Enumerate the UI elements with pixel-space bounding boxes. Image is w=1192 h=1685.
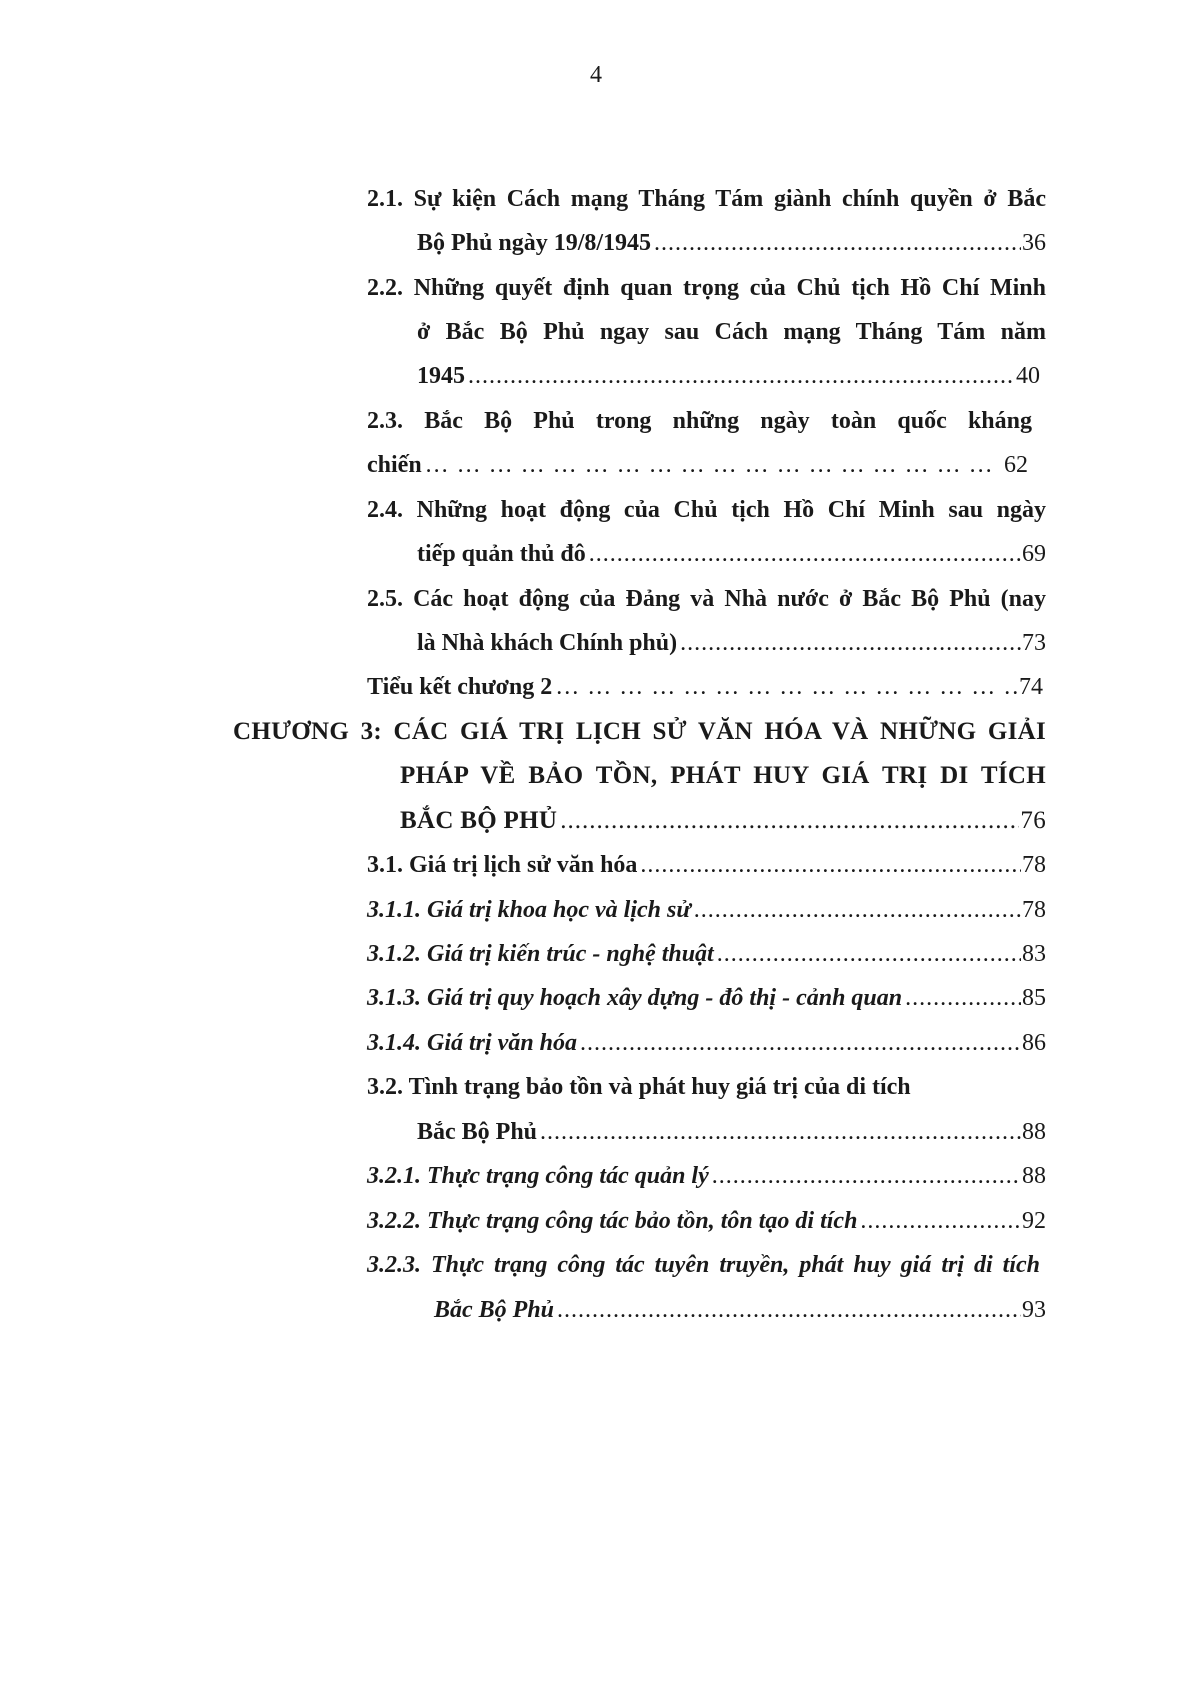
toc-entry-title: 3.1.3. Giá trị quy hoạch xây dựng - đô thị - cảnh quan (367, 985, 903, 1011)
toc-entry-title: Bắc Bộ Phủ (417, 1119, 538, 1145)
toc-entry-2-5-line-2[interactable] (417, 626, 1046, 660)
dot-leader (717, 937, 1021, 971)
ellipsis-leader (425, 448, 1003, 482)
toc-entry-title: BẮC BỘ PHỦ (400, 807, 558, 834)
toc-page-number: 88 (1022, 1119, 1046, 1145)
toc-entry-title: 3.1.1. Giá trị khoa học và lịch sử (367, 897, 691, 923)
dot-leader (560, 804, 1019, 838)
toc-entry-2-4-line-2[interactable] (417, 537, 1046, 571)
dot-leader (694, 893, 1021, 927)
toc-entry-2-2-line-2: ở Bắc Bộ Phủ ngay sau Cách mạng Tháng Tám năm (417, 319, 1046, 345)
toc-entry-title: 1945 (417, 363, 465, 389)
toc-chapter-3-line-1: CHƯƠNG 3: CÁC GIÁ TRỊ LỊCH SỬ VĂN HÓA VÀ NHỮNG GIẢI (233, 718, 1046, 745)
dot-leader (468, 359, 1015, 393)
toc-page-number: 93 (1022, 1297, 1046, 1323)
toc-page-number: 74 (1019, 674, 1043, 700)
toc-page-number: 36 (1022, 230, 1046, 256)
toc-page-number: 73 (1022, 630, 1046, 656)
ellipsis-leader (555, 670, 1018, 704)
toc-entry-title: chiến (367, 452, 422, 478)
toc-entry-3-2-3-line-1: 3.2.3. Thực trạng công tác tuyên truyền, phát huy giá trị di tích (367, 1252, 1040, 1278)
toc-entry-2-2-line-1: 2.2. Những quyết định quan trọng của Chủ tịch Hồ Chí Minh (367, 275, 1046, 301)
toc-entry-title: Tiểu kết chương 2 (367, 674, 553, 700)
dot-leader (580, 1026, 1021, 1060)
dot-leader (680, 626, 1021, 660)
toc-entry-3-2-2[interactable] (367, 1204, 1046, 1238)
toc-entry-2-4-line-1: 2.4. Những hoạt động của Chủ tịch Hồ Chí Minh sau ngày (367, 497, 1046, 523)
toc-page-number: 86 (1022, 1030, 1046, 1056)
dot-leader (557, 1293, 1021, 1327)
dot-leader (905, 981, 1021, 1015)
toc-entry-2-2-line-3[interactable] (417, 359, 1040, 393)
toc-entry-summary-chapter-2[interactable] (367, 670, 1043, 704)
toc-entry-2-1-line-2[interactable] (417, 226, 1046, 260)
toc-page-number: 40 (1016, 363, 1040, 389)
toc-entry-2-3-line-2[interactable] (367, 448, 1028, 482)
toc-entry-title: 3.2.2. Thực trạng công tác bảo tồn, tôn tạo di tích (367, 1208, 858, 1234)
toc-entry-3-2-1[interactable] (367, 1159, 1046, 1193)
toc-entry-3-1-2[interactable] (367, 937, 1046, 971)
dot-leader (640, 848, 1021, 882)
toc-chapter-3-line-2: PHÁP VỀ BẢO TỒN, PHÁT HUY GIÁ TRỊ DI TÍCH (400, 762, 1046, 789)
toc-page-number: 78 (1022, 852, 1046, 878)
toc-chapter-3-line-3[interactable] (400, 804, 1046, 838)
toc-entry-2-1-line-1: 2.1. Sự kiện Cách mạng Tháng Tám giành chính quyền ở Bắc (367, 186, 1046, 212)
toc-page-number: 88 (1022, 1163, 1046, 1189)
toc-entry-title: tiếp quản thủ đô (417, 541, 586, 567)
dot-leader (654, 226, 1021, 260)
toc-entry-3-2-line-2[interactable] (417, 1115, 1046, 1149)
toc-entry-2-5-line-1: 2.5. Các hoạt động của Đảng và Nhà nước ở Bắc Bộ Phủ (nay (367, 586, 1046, 612)
toc-page-number: 83 (1022, 941, 1046, 967)
toc-entry-title: Bắc Bộ Phủ (434, 1297, 555, 1323)
toc-entry-title: 3.1. Giá trị lịch sử văn hóa (367, 852, 638, 878)
toc-entry-title: là Nhà khách Chính phủ) (417, 630, 678, 656)
toc-entry-3-1-4[interactable] (367, 1026, 1046, 1060)
toc-page-number: 62 (1004, 452, 1028, 478)
toc-entry-3-1[interactable] (367, 848, 1046, 882)
toc-entry-3-1-3[interactable] (367, 981, 1046, 1015)
toc-entry-3-2-line-1: 3.2. Tình trạng bảo tồn và phát huy giá trị của di tích (367, 1074, 911, 1100)
toc-entry-title: Bộ Phủ ngày 19/8/1945 (417, 230, 652, 256)
toc-entry-2-3-line-1: 2.3. Bắc Bộ Phủ trong những ngày toàn quốc kháng (367, 408, 1032, 434)
page-number: 4 (590, 62, 602, 88)
toc-entry-3-1-1[interactable] (367, 893, 1046, 927)
toc-entry-3-2-3-line-2[interactable] (434, 1293, 1046, 1327)
toc-page-number: 85 (1022, 985, 1046, 1011)
toc-page-number: 69 (1022, 541, 1046, 567)
toc-entry-title: 3.1.4. Giá trị văn hóa (367, 1030, 578, 1056)
toc-page-number: 78 (1022, 897, 1046, 923)
toc-entry-title: 3.1.2. Giá trị kiến trúc - nghệ thuật (367, 941, 714, 967)
toc-page-number: 92 (1022, 1208, 1046, 1234)
dot-leader (589, 537, 1021, 571)
toc-entry-title: 3.2.1. Thực trạng công tác quản lý (367, 1163, 709, 1189)
dot-leader (712, 1159, 1021, 1193)
toc-page-number: 76 (1020, 807, 1046, 834)
dot-leader (540, 1115, 1021, 1149)
dot-leader (860, 1204, 1021, 1238)
